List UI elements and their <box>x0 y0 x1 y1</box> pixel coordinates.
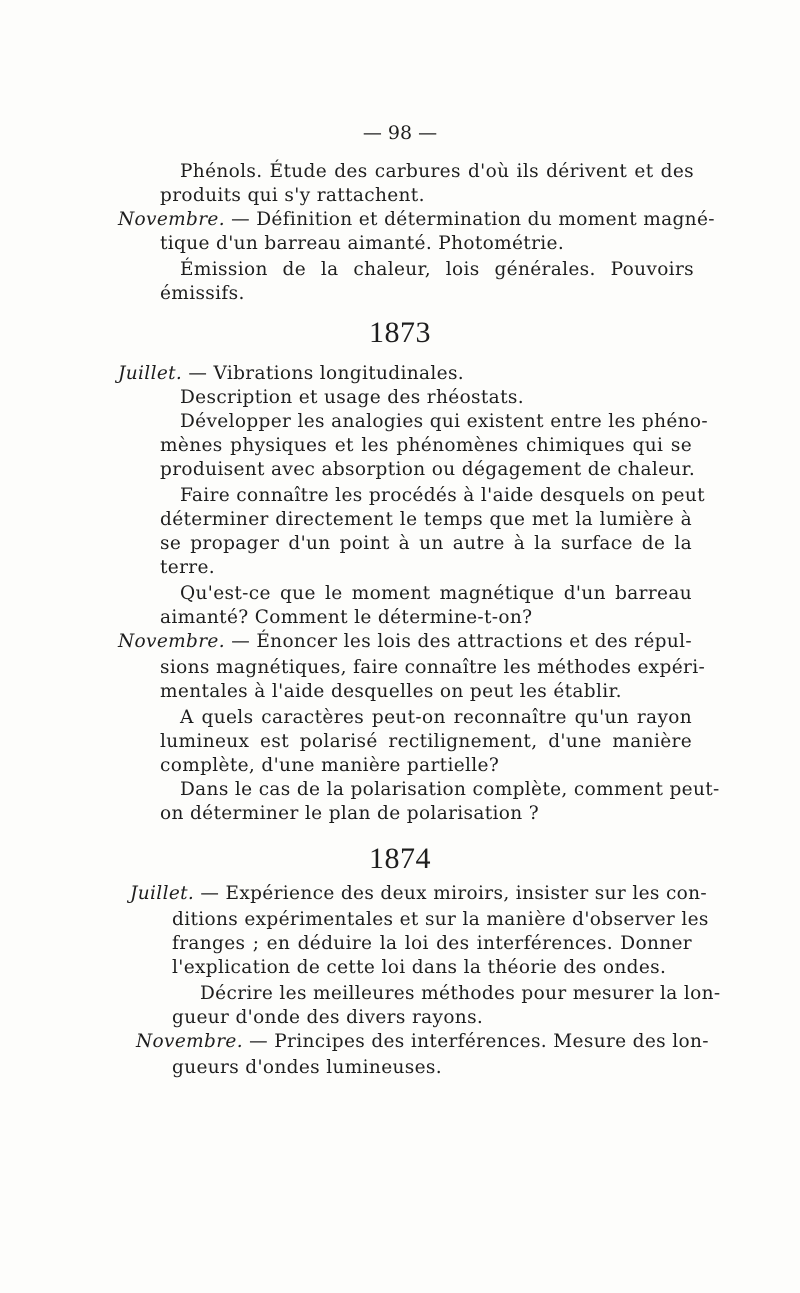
text-line <box>118 362 464 386</box>
text-line: ditions expérimentales et sur la manière d'observer les <box>172 909 709 930</box>
text-line: Qu'est-ce que le moment magnétique d'un barreau <box>180 583 692 604</box>
text-line: on déterminer le plan de polarisation ? <box>160 803 540 824</box>
text-line: Faire connaître les procédés à l'aide desquels on peut <box>180 485 705 506</box>
text-line: tique d'un barreau aimanté. Photométrie. <box>160 233 565 254</box>
text-line: mentales à l'aide desquelles on peut les établir. <box>160 681 622 702</box>
text-line: gueur d'onde des divers rayons. <box>172 1007 484 1028</box>
text-line: sions magnétiques, faire connaître les méthodes expéri- <box>160 657 706 678</box>
text-span: — Principes des interférences. Mesure des lon- <box>242 1031 709 1052</box>
text-line: se propager d'un point à un autre à la surface de la <box>160 533 692 554</box>
text-line: complète, d'une manière partielle? <box>160 755 500 776</box>
text-line <box>118 208 715 232</box>
month-label: Juillet. <box>130 883 195 904</box>
text-line: mènes physiques et les phénomènes chimiques qui se <box>160 435 692 456</box>
text-line <box>118 630 692 654</box>
text-span: — Expérience des deux miroirs, insister sur les con- <box>194 883 708 904</box>
text-line: émissifs. <box>160 283 245 304</box>
text-span: — Définition et détermination du moment magné- <box>224 209 715 230</box>
text-span: — Énoncer les lois des attractions et des répul- <box>224 631 692 652</box>
text-line: Dans le cas de la polarisation complète, comment peut- <box>180 779 720 800</box>
text-line: gueurs d'ondes lumineuses. <box>172 1057 442 1078</box>
text-line: Phénols. Étude des carbures d'où ils dérivent et des <box>180 161 694 182</box>
text-line: Émission de la chaleur, lois générales. Pouvoirs <box>180 259 694 280</box>
text-line: Description et usage des rhéostats. <box>180 387 524 408</box>
text-line <box>130 882 708 906</box>
text-line: produisent avec absorption ou dégagement de chaleur. <box>160 459 696 480</box>
text-line: terre. <box>160 557 215 578</box>
month-label: Novembre. <box>136 1031 243 1052</box>
year-heading-1874: 1874 <box>369 842 431 875</box>
text-line <box>136 1030 709 1054</box>
text-line: Décrire les meilleures méthodes pour mesurer la lon- <box>200 983 721 1004</box>
year-heading-1873: 1873 <box>369 316 431 349</box>
text-line: A quels caractères peut-on reconnaître qu'un rayon <box>180 707 692 728</box>
text-line: produits qui s'y rattachent. <box>160 185 425 206</box>
text-span: — Vibrations longitudinales. <box>182 363 465 384</box>
text-line: déterminer directement le temps que met la lumière à <box>160 509 692 530</box>
text-line: lumineux est polarisé rectilignement, d'une manière <box>160 731 692 752</box>
text-line: Développer les analogies qui existent entre les phéno- <box>180 411 709 432</box>
month-label: Novembre. <box>118 631 225 652</box>
month-label: Juillet. <box>118 363 183 384</box>
page-number: — 98 — <box>362 122 438 144</box>
text-line: franges ; en déduire la loi des interférences. Donner <box>172 933 692 954</box>
month-label: Novembre. <box>118 209 225 230</box>
text-line: aimanté? Comment le détermine-t-on? <box>160 607 533 628</box>
text-line: l'explication de cette loi dans la théorie des ondes. <box>172 957 667 978</box>
